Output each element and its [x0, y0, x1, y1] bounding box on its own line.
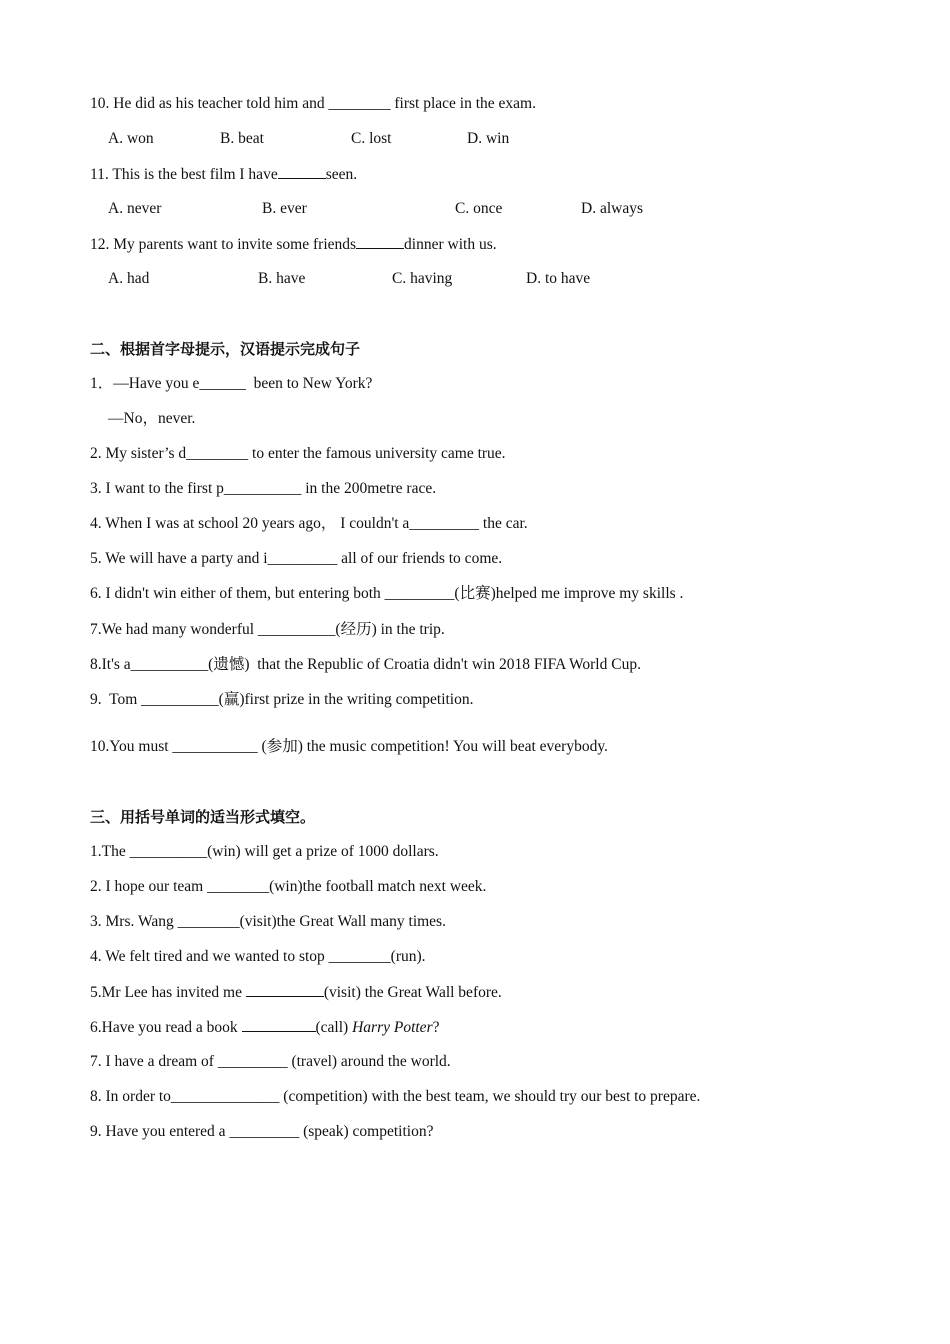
- p3-line-8: 8. In order to______________ (competition) with the best team, we should try our best to prepare.: [90, 1088, 701, 1105]
- q11-blank: [278, 164, 326, 179]
- q11-option-d: D. always: [581, 200, 643, 217]
- q12-option-b: B. have: [258, 270, 306, 287]
- q12-text-b: dinner with us.: [404, 236, 497, 253]
- q10-option-c: C. lost: [351, 130, 392, 147]
- q12-option-c: C. having: [392, 270, 453, 287]
- section-2-heading: 二、根据首字母提示，汉语提示完成句子: [90, 340, 361, 358]
- p3-q6-blank: [242, 1017, 316, 1032]
- q10-option-a: A. won: [108, 130, 154, 147]
- p3-q5-blank: [246, 982, 324, 997]
- p3-line-9: 9. Have you entered a _________ (speak) competition?: [90, 1123, 434, 1140]
- p3-line-2: 2. I hope our team ________(win)the football match next week.: [90, 878, 487, 895]
- p3-q6-book-title: Harry Potter: [352, 1019, 433, 1036]
- q11-text-b: seen.: [325, 166, 358, 183]
- p3-line-4: 4. We felt tired and we wanted to stop ________(run).: [90, 948, 426, 965]
- q12-blank: [356, 234, 404, 249]
- p2-line-6: 6. I didn't win either of them, but entering both _________(比赛)helped me improve my skills .: [90, 585, 684, 602]
- p2-line-1-answer: —No，never.: [108, 410, 196, 427]
- p3-q6-text-b: (call): [315, 1019, 353, 1036]
- question-12: [90, 234, 497, 255]
- p2-line-8: 8.It's a__________(遗憾) that the Republic of Croatia didn't win 2018 FIFA World Cup.: [90, 656, 641, 673]
- q11-option-b: B. ever: [262, 200, 307, 217]
- p2-line-7: 7.We had many wonderful __________(经历) in the trip.: [90, 621, 445, 638]
- p3-line-7: 7. I have a dream of _________ (travel) around the world.: [90, 1053, 451, 1070]
- q12-option-a: A. had: [108, 270, 150, 287]
- q10-option-b: B. beat: [220, 130, 264, 147]
- p2-line-5: 5. We will have a party and i_________ all of our friends to come.: [90, 550, 503, 567]
- p2-line-3: 3. I want to the first p__________ in the 200metre race.: [90, 480, 437, 497]
- q10-option-d: D. win: [467, 130, 510, 147]
- section-3-heading: 三、用括号单词的适当形式填空。: [90, 808, 316, 826]
- p3-line-1: 1.The __________(win) will get a prize of 1000 dollars.: [90, 843, 439, 860]
- p3-line-6: [90, 1017, 440, 1038]
- q12-text-a: 12. My parents want to invite some friends: [90, 236, 357, 253]
- p3-q6-text-a: 6.Have you read a book: [90, 1019, 242, 1036]
- p3-line-3: 3. Mrs. Wang ________(visit)the Great Wall many times.: [90, 913, 446, 930]
- p2-line-10: 10.You must ___________ (参加) the music competition! You will beat everybody.: [90, 738, 608, 755]
- q11-text-a: 11. This is the best film I have: [90, 166, 278, 183]
- p3-q6-text-c: ?: [432, 1019, 440, 1036]
- p2-line-9: 9. Tom __________(赢)first prize in the writing competition.: [90, 691, 474, 708]
- q11-option-c: C. once: [455, 200, 503, 217]
- q12-option-d: D. to have: [526, 270, 591, 287]
- p2-line-4: 4. When I was at school 20 years ago， I couldn't a_________ the car.: [90, 515, 528, 532]
- p3-line-5: [90, 982, 502, 1003]
- p2-line-1: 1．—Have you e______ been to New York?: [90, 375, 373, 392]
- p3-q5-text-a: 5.Mr Lee has invited me: [90, 984, 246, 1001]
- q11-option-a: A. never: [108, 200, 162, 217]
- question-11: [90, 164, 357, 185]
- p3-q5-text-b: (visit) the Great Wall before.: [323, 984, 502, 1001]
- question-10: 10. He did as his teacher told him and ________ first place in the exam.: [90, 95, 536, 112]
- p2-line-2: 2. My sister’s d________ to enter the famous university came true.: [90, 445, 506, 462]
